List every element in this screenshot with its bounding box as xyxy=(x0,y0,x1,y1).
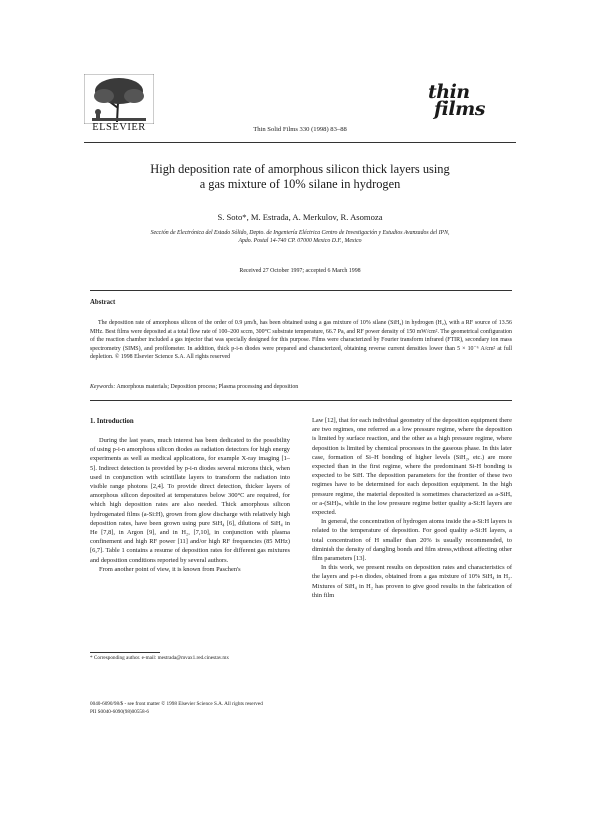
keywords xyxy=(90,384,512,390)
footnote-rule xyxy=(90,652,160,653)
paragraph: Law [12], that for each individual geometry of the deposition equipment there are two regimes, one referred as a low pressure regime, where the deposition is limited by surface reaction, and the other as a high pressure regime, where deposition is limited by chemical processes in the gaseous phase. In this later case, formation of Si–H bonding of higher levels (SiH₂, etc.) are more expected than in the first regime, where the predominant Si-H bonding is expected to be SiH. The deposition parameters for the frontier of these two regimes have to be determined for each deposition equipment. In the high pressure regime, the material deposited is sometimes characterized as a-SiHₓ or a-(SiH)ₙ, while in the low pressure regime better quality a-Si:H layers are expected. xyxy=(312,417,512,517)
paragraph: From another point of view, it is known from Paschen's xyxy=(99,565,241,573)
copyright-line: 0040-6090/98/$ - see front matter © 1998 Elsevier Science S.A. All rights reserved xyxy=(90,701,263,707)
paragraph: In this work, we present results on deposition rates and characteristics of the layers and p-i-n diodes, obtained from a gas mixture of 10% SiH₄ in H₂. Mixtures of SiH₄ in H₂ has proven to give good results in the fabrication of thin film xyxy=(312,564,512,599)
section-heading: 1. Introduction xyxy=(90,418,134,425)
received-dates: Received 27 October 1997; accepted 6 March 1998 xyxy=(239,268,361,274)
left-column xyxy=(90,436,290,574)
header-rule xyxy=(84,142,516,143)
paper-title xyxy=(60,162,540,192)
affiliation-line-1: Sección de Electrónica del Estado Sólido, Depto. de Ingeniería Eléctrica Centro de Investigación y Estudios Avanzados del IPN, xyxy=(150,230,450,236)
title-line-2: a gas mixture of 10% silane in hydrogen xyxy=(199,177,401,191)
authors: S. Soto*, M. Estrada, A. Merkulov, R. Asomoza xyxy=(217,212,383,222)
title-line-1: High deposition rate of amorphous silicon thick layers using xyxy=(150,162,450,176)
footnote: * Corresponding author. e-mail: mestrada@mvax1.red.cinestav.mx xyxy=(90,655,229,661)
journal-reference: Thin Solid Films 330 (1998) 83–88 xyxy=(253,126,347,133)
paragraph: In general, the concentration of hydrogen atoms inside the a-Si:H layers is related to the temperature of deposition. For good quality a-Si:H layers, a total concentration of H smaller than 20% is usually recommended, to diminish the density of dangling bonds and film stress,without affecting other film parameters [13]. xyxy=(312,518,512,563)
front-matter xyxy=(90,701,350,716)
journal-logo xyxy=(428,81,518,134)
right-column xyxy=(312,416,512,600)
paragraph: During the last years, much interest has been dedicated to the possibility of using p-i-n amorphous silicon diodes as radiation detectors for high energy experiments as well as medical applications, for example X-ray imaging [1–5]. Indirect detection is provided by p-i-n diodes several microns thick, when used in conjunction with scintillate layers to transform the radiation into visible range photons [2,4]. To provide direct detection, thicker layers of amorphous silicon deposited at temperatures below 300°C are required, for which high deposition rates are also needed. Thick amorphous silicon hydrogenated films (a-Si:H), grown from glow discharge with relatively high deposition rates, have been grown using pure SiH₄ [6], dilutions of SiH₄ in He [7,8], in Argon [9], and in H₂, [7,10], in conjunction with plasma confinement and high RF power [11] and/or high RF frequencies (85 MHz) [6,7]. Table 1 contains a resume of deposition rates for different gas mixtures and deposition conditions reported by several authors. xyxy=(90,437,290,564)
affiliation-line-2: Apdo. Postal 14-740 CP. 07000 Mexico D.F., Mexico xyxy=(238,238,362,244)
keywords-label: Keywords: xyxy=(90,384,116,390)
keywords-text: Amorphous materials; Deposition process; Plasma processing and deposition xyxy=(115,384,299,390)
journal-logo-line2: films xyxy=(434,98,485,120)
abstract-top-rule xyxy=(90,290,512,291)
abstract-text: The deposition rate of amorphous silicon of the order of 0.9 μm/h, has been obtained using a gas mixture of 10% silane (SiH₄) in hydrogen (H₂), with a RF source of 13.56 MHz. Best films were deposited at a total flow rate of 100–200 sccm, 300°C substrate temperature, 66.7 Pa, and RF power density of 150 mW/cm². The geometrical configuration of the reaction chamber included a gas injector that was specially designed for this purpose. Films were characterized by Fourier transform infrared (FTIR), secondary ion mass spectrometry (SIMS), and profilometer. In addition, thick p-i-n diodes were prepared and characterized, obtaining reverse current densities lower than 5 × 10⁻⁶ A/cm² at full depletion. © 1998 Elsevier Science S.A. All rights reserved xyxy=(90,320,512,361)
pii-line: PII S0040-6090(98)00558-6 xyxy=(90,708,149,715)
abstract-bottom-rule xyxy=(90,400,512,401)
affiliation xyxy=(110,229,490,245)
journal-logo-line1: thin xyxy=(428,81,470,103)
publisher-name: ELSEVIER xyxy=(92,122,146,133)
tree-icon xyxy=(84,74,154,124)
abstract-heading: Abstract xyxy=(90,299,116,306)
